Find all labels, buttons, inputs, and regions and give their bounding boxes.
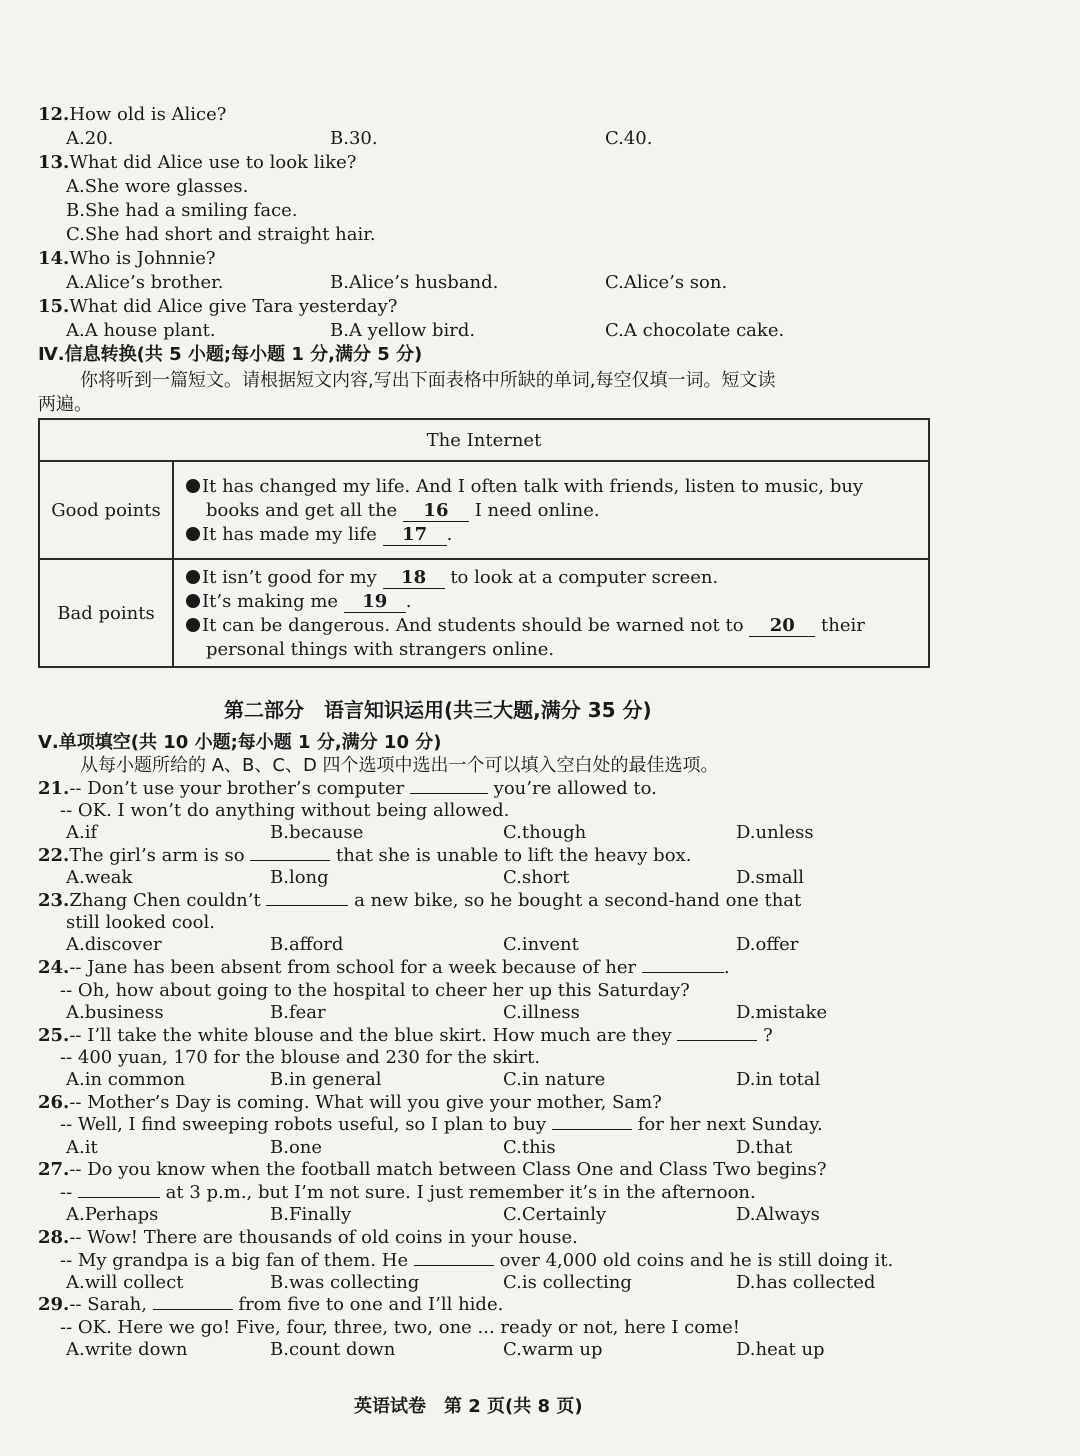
option-23b: B.afford (270, 934, 344, 955)
option-22b: B.long (270, 867, 329, 888)
page-footer: 英语试卷 第 2 页(共 8 页) (354, 1396, 583, 1417)
question-23-cont: still looked cool. (66, 912, 215, 933)
option-26a: A.it (66, 1137, 98, 1158)
blank-29[interactable] (153, 1309, 233, 1310)
question-22: 22.The girl’s arm is so that she is unable to lift the heavy box. (38, 845, 692, 866)
bullet-icon (186, 618, 200, 632)
question-25: 25.-- I’ll take the white blouse and the blue skirt. How much are they ? (38, 1025, 773, 1046)
question-12: 12.How old is Alice? (38, 104, 227, 125)
bad-points-cell: It isn’t good for my 18 to look at a computer screen. It’s making me 19 . It can be dangerous. And students should be warned not to 20 their personal things with strangers online. (173, 559, 929, 667)
bullet-icon (186, 527, 200, 541)
option-14a: A.Alice’s brother. (66, 272, 224, 293)
option-14b: B.Alice’s husband. (330, 272, 499, 293)
question-28-reply: -- My grandpa is a big fan of them. He over 4,000 old coins and he is still doing it. (60, 1250, 894, 1271)
option-13c: C.She had short and straight hair. (66, 224, 376, 245)
option-26b: B.one (270, 1137, 323, 1158)
question-15: 15.What did Alice give Tara yesterday? (38, 296, 398, 317)
question-29-reply: -- OK. Here we go! Five, four, three, two, one ... ready or not, here I come! (60, 1317, 741, 1338)
bullet-icon (186, 570, 200, 584)
option-27b: B.Finally (270, 1204, 352, 1225)
info-table (38, 418, 930, 668)
option-25b: B.in general (270, 1069, 382, 1090)
question-14: 14.Who is Johnnie? (38, 248, 216, 269)
blank-26[interactable] (552, 1129, 632, 1130)
option-15b: B.A yellow bird. (330, 320, 476, 341)
option-28a: A.will collect (66, 1272, 184, 1293)
section4-instructions-line2: 两遍。 (38, 394, 92, 415)
blank-20[interactable]: 20 (749, 616, 815, 637)
option-22d: D.small (736, 867, 805, 888)
option-21a: A.if (66, 822, 98, 843)
question-27-reply: -- at 3 p.m., but I’m not sure. I just remember it’s in the afternoon. (60, 1182, 756, 1203)
question-26-reply: -- Well, I find sweeping robots useful, so I plan to buy for her next Sunday. (60, 1114, 823, 1135)
blank-21[interactable] (410, 793, 488, 794)
blank-22[interactable] (250, 860, 330, 861)
section4-instructions-line1: 你将听到一篇短文。请根据短文内容,写出下面表格中所缺的单词,每空仅填一词。短文读 (80, 370, 776, 391)
option-28c: C.is collecting (503, 1272, 632, 1293)
question-23: 23.Zhang Chen couldn’t a new bike, so he bought a second-hand one that (38, 890, 802, 911)
option-15a: A.A house plant. (66, 320, 216, 341)
option-14c: C.Alice’s son. (605, 272, 728, 293)
option-13b: B.She had a smiling face. (66, 200, 298, 221)
question-26: 26.-- Mother’s Day is coming. What will you give your mother, Sam? (38, 1092, 662, 1113)
blank-28[interactable] (414, 1265, 494, 1266)
blank-25[interactable] (677, 1040, 757, 1041)
option-21d: D.unless (736, 822, 814, 843)
bullet-icon (186, 594, 200, 608)
option-25a: A.in common (66, 1069, 186, 1090)
option-13a: A.She wore glasses. (66, 176, 249, 197)
option-23c: C.invent (503, 934, 579, 955)
option-29a: A.write down (66, 1339, 188, 1360)
section5-instructions: 从每小题所给的 A、B、C、D 四个选项中选出一个可以填入空白处的最佳选项。 (80, 755, 719, 776)
blank-24[interactable] (642, 972, 724, 973)
option-24b: B.fear (270, 1002, 326, 1023)
blank-23[interactable] (266, 905, 348, 906)
option-27a: A.Perhaps (66, 1204, 159, 1225)
option-15c: C.A chocolate cake. (605, 320, 785, 341)
bullet-icon (186, 479, 200, 493)
good-points-cell: It has changed my life. And I often talk with friends, listen to music, buy books and get all the 16 I need online. It has made my life 17 . (173, 461, 929, 559)
option-26c: C.this (503, 1137, 556, 1158)
table-title: The Internet (39, 419, 929, 461)
blank-19[interactable]: 19 (344, 592, 406, 613)
question-28: 28.-- Wow! There are thousands of old coins in your house. (38, 1227, 578, 1248)
option-24a: A.business (66, 1002, 164, 1023)
section5-title: Ⅴ.单项填空(共 10 小题;每小题 1 分,满分 10 分) (38, 732, 442, 753)
option-22c: C.short (503, 867, 570, 888)
blank-17[interactable]: 17 (383, 525, 447, 546)
blank-27[interactable] (78, 1197, 160, 1198)
option-28d: D.has collected (736, 1272, 876, 1293)
good-points-label: Good points (39, 461, 173, 559)
question-21-reply: -- OK. I won’t do anything without being allowed. (60, 800, 510, 821)
option-23d: D.offer (736, 934, 799, 955)
option-26d: D.that (736, 1137, 793, 1158)
option-21c: C.though (503, 822, 587, 843)
option-28b: B.was collecting (270, 1272, 420, 1293)
question-21: 21.-- Don’t use your brother’s computer you’re allowed to. (38, 778, 657, 799)
question-25-reply: -- 400 yuan, 170 for the blouse and 230 for the skirt. (60, 1047, 541, 1068)
question-24-reply: -- Oh, how about going to the hospital to cheer her up this Saturday? (60, 980, 690, 1001)
option-29d: D.heat up (736, 1339, 825, 1360)
blank-18[interactable]: 18 (383, 568, 445, 589)
question-24: 24.-- Jane has been absent from school for a week because of her . (38, 957, 730, 978)
option-25c: C.in nature (503, 1069, 606, 1090)
blank-16[interactable]: 16 (403, 501, 469, 522)
part2-title: 第二部分 语言知识运用(共三大题,满分 35 分) (224, 698, 652, 722)
option-27c: C.Certainly (503, 1204, 607, 1225)
option-24c: C.illness (503, 1002, 580, 1023)
option-12c: C.40. (605, 128, 653, 149)
option-12b: B.30. (330, 128, 378, 149)
question-27: 27.-- Do you know when the football match between Class One and Class Two begins? (38, 1159, 827, 1180)
section4-title: Ⅳ.信息转换(共 5 小题;每小题 1 分,满分 5 分) (38, 344, 423, 365)
option-22a: A.weak (66, 867, 133, 888)
option-29c: C.warm up (503, 1339, 603, 1360)
option-24d: D.mistake (736, 1002, 828, 1023)
question-13: 13.What did Alice use to look like? (38, 152, 357, 173)
bad-points-label: Bad points (39, 559, 173, 667)
option-25d: D.in total (736, 1069, 821, 1090)
option-23a: A.discover (66, 934, 162, 955)
option-21b: B.because (270, 822, 364, 843)
question-29: 29.-- Sarah, from five to one and I’ll hide. (38, 1294, 504, 1315)
option-29b: B.count down (270, 1339, 396, 1360)
option-12a: A.20. (66, 128, 114, 149)
option-27d: D.Always (736, 1204, 820, 1225)
